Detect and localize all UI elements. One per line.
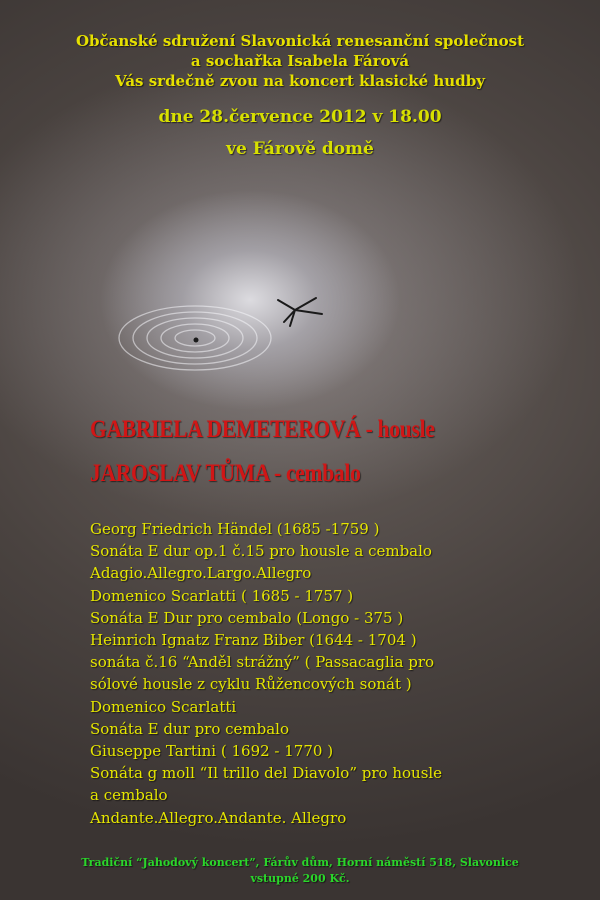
concert-date: dne 28.července 2012 v 18.00 bbox=[158, 107, 442, 127]
program-line: Sonáta E dur pro cembalo bbox=[90, 719, 290, 738]
invitation-line: Vás srdečně zvou na koncert klasické hudby bbox=[115, 72, 485, 90]
program-line: Andante.Allegro.Andante. Allegro bbox=[90, 808, 347, 827]
program-line: Adagio.Allegro.Largo.Allegro bbox=[90, 564, 312, 583]
performer-harpsichord: JAROSLAV TŮMA - cembalo bbox=[90, 460, 361, 487]
footer-admission: vstupné 200 Kč. bbox=[250, 872, 350, 885]
program-line: Giuseppe Tartini ( 1692 - 1770 ) bbox=[90, 742, 334, 761]
program-line: a cembalo bbox=[90, 786, 168, 805]
program-line: sonáta č.16 “Anděl strážný” ( Passacaglia pro bbox=[90, 653, 435, 672]
concert-venue: ve Fárově domě bbox=[226, 139, 374, 159]
program-line: Sonáta g moll “Il trillo del Diavolo” pro housle bbox=[90, 764, 443, 783]
water-strider bbox=[278, 298, 322, 326]
program-line: sólové housle z cyklu Růžencových sonát ) bbox=[90, 675, 412, 694]
program-line: Heinrich Ignatz Franz Biber (1644 - 1704 ) bbox=[90, 631, 417, 650]
organizer-line: Občanské sdružení Slavonická renesanční společnost bbox=[75, 32, 525, 50]
program-line: Domenico Scarlatti bbox=[90, 697, 237, 716]
organizer-line-2: a sochařka Isabela Fárová bbox=[190, 52, 410, 70]
program-line: Domenico Scarlatti ( 1685 - 1757 ) bbox=[90, 586, 354, 605]
performer-violin: GABRIELA DEMETEROVÁ - housle bbox=[90, 416, 435, 443]
footer-address: Tradiční “Jahodový koncert”, Fárův dům, Horní náměstí 518, Slavonice bbox=[81, 856, 519, 869]
program-line: Sonáta E Dur pro cembalo (Longo - 375 ) bbox=[90, 608, 404, 627]
program-line: Georg Friedrich Händel (1685 -1759 ) bbox=[90, 520, 380, 538]
program-line: Sonáta E dur op.1 č.15 pro housle a cembalo bbox=[90, 542, 432, 561]
concert-program bbox=[90, 518, 442, 829]
